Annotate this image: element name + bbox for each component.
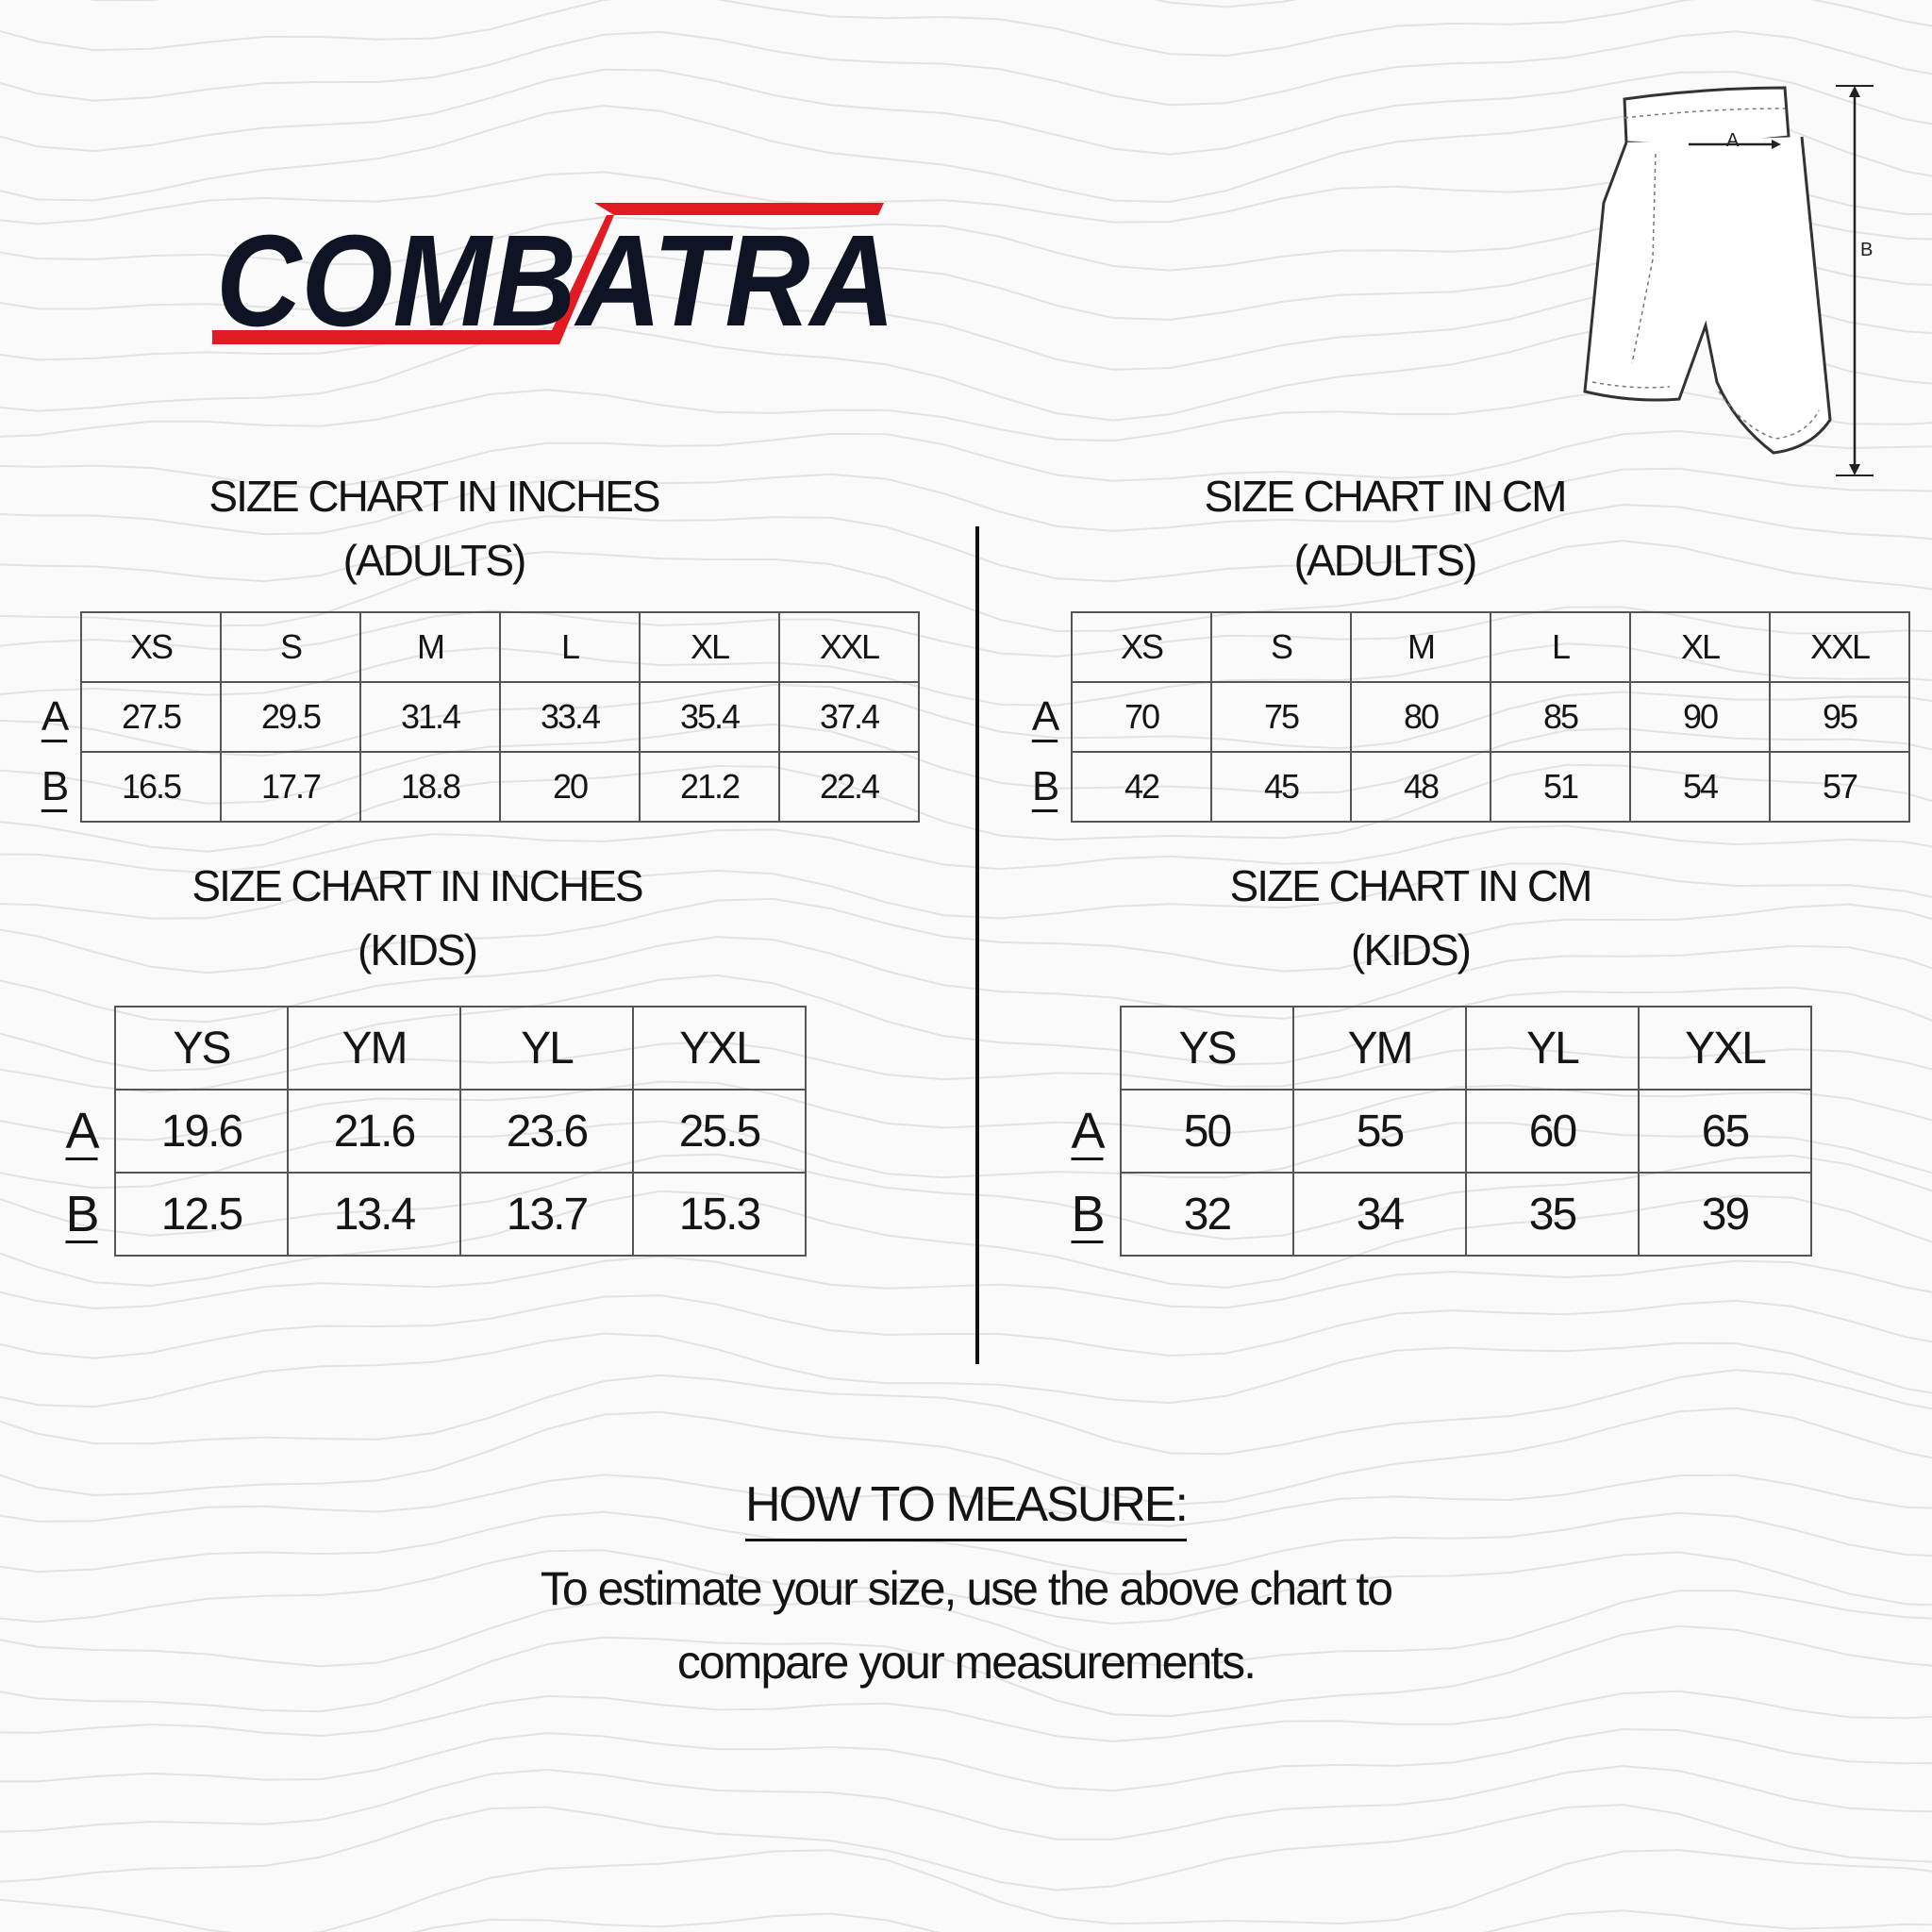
table-cell: 12.5 <box>115 1173 288 1256</box>
table-cell: 17.7 <box>221 752 360 822</box>
table-cell: 13.4 <box>288 1173 460 1256</box>
cm-adults-title: SIZE CHART IN CM <box>1204 472 1566 521</box>
inch-kids-table <box>49 1006 807 1257</box>
wave-line <box>0 0 1932 56</box>
size-header: YS <box>1121 1007 1293 1090</box>
size-header: YL <box>460 1007 633 1090</box>
wave-line <box>0 1295 1932 1358</box>
table-cell: 60 <box>1466 1090 1639 1173</box>
table-row <box>28 752 919 822</box>
wave-line <box>0 1910 1932 1932</box>
table-corner <box>28 612 81 682</box>
size-header: XL <box>1630 612 1770 682</box>
row-label-a: A <box>65 1103 98 1159</box>
size-header: S <box>221 612 360 682</box>
table-cell: 57 <box>1770 752 1909 822</box>
table-cell: 16.5 <box>81 752 221 822</box>
table-row <box>49 1090 806 1173</box>
size-header: XS <box>1072 612 1211 682</box>
cm-adults-subtitle: (ADULTS) <box>1293 536 1476 585</box>
table-cell: 37.4 <box>779 682 919 752</box>
row-label-b: B <box>1031 763 1058 809</box>
wave-line <box>0 1805 1932 1890</box>
size-header: XL <box>640 612 779 682</box>
size-header: YM <box>1293 1007 1466 1090</box>
table-cell: 51 <box>1491 752 1630 822</box>
table-cell: 95 <box>1770 682 1909 752</box>
table-cell: 45 <box>1211 752 1351 822</box>
size-header: YXL <box>633 1007 806 1090</box>
size-header: S <box>1211 612 1351 682</box>
cm-kids-subtitle: (KIDS) <box>1351 925 1470 974</box>
table-corner <box>49 1007 115 1090</box>
measure-line-1: To estimate your size, use the above chart to <box>540 1562 1392 1615</box>
wave-line <box>0 0 1932 7</box>
size-header: L <box>1491 612 1630 682</box>
table-cell: 42 <box>1072 752 1211 822</box>
inch-kids-subtitle: (KIDS) <box>358 925 476 974</box>
row-label-b: B <box>1071 1186 1104 1242</box>
inch-adults-heading <box>151 464 717 592</box>
row-label-a: A <box>41 693 68 740</box>
size-header: YS <box>115 1007 288 1090</box>
table-cell: 32 <box>1121 1173 1293 1256</box>
table-cell: 35.4 <box>640 682 779 752</box>
shorts-label-a: A <box>1726 130 1740 151</box>
size-header: L <box>500 612 640 682</box>
size-header: M <box>1351 612 1491 682</box>
row-label-b: B <box>41 763 68 809</box>
table-cell: 54 <box>1630 752 1770 822</box>
table-cell: 21.2 <box>640 752 779 822</box>
how-to-measure-heading <box>0 1476 1932 1541</box>
table-cell: 48 <box>1351 752 1491 822</box>
table-cell: 18.8 <box>360 752 500 822</box>
table-cell: 21.6 <box>288 1090 460 1173</box>
table-cell: 50 <box>1121 1090 1293 1173</box>
cm-adults-heading <box>1102 464 1668 592</box>
table-cell: 25.5 <box>633 1090 806 1173</box>
inch-adults-title: SIZE CHART IN INCHES <box>208 472 659 521</box>
table-cell: 31.4 <box>360 682 500 752</box>
how-to-measure-text <box>0 1552 1932 1699</box>
table-cell: 29.5 <box>221 682 360 752</box>
table-row <box>1055 1173 1811 1256</box>
inch-adults-subtitle: (ADULTS) <box>342 536 525 585</box>
cm-kids-title: SIZE CHART IN CM <box>1229 861 1591 910</box>
table-cell: 70 <box>1072 682 1211 752</box>
table-cell: 20 <box>500 752 640 822</box>
table-row <box>1019 682 1909 752</box>
table-cell: 55 <box>1293 1090 1466 1173</box>
table-cell: 75 <box>1211 682 1351 752</box>
wave-line <box>0 1257 1932 1308</box>
inch-kids-heading <box>134 854 700 982</box>
size-header: XS <box>81 612 221 682</box>
wave-line <box>0 1370 1932 1454</box>
table-cell: 85 <box>1491 682 1630 752</box>
table-cell: 39 <box>1639 1173 1811 1256</box>
wave-line <box>0 1766 1932 1840</box>
table-cell: 13.7 <box>460 1173 633 1256</box>
table-cell: 27.5 <box>81 682 221 752</box>
table-row <box>1019 752 1909 822</box>
logo-wordmark: COMBATRA <box>216 208 895 354</box>
table-cell: 22.4 <box>779 752 919 822</box>
section-divider <box>975 526 979 1364</box>
measure-line-2: compare your measurements. <box>676 1636 1256 1689</box>
table-cell: 23.6 <box>460 1090 633 1173</box>
table-cell: 65 <box>1639 1090 1811 1173</box>
shorts-label-b: B <box>1860 240 1874 260</box>
table-cell: 33.4 <box>500 682 640 752</box>
table-corner <box>1019 612 1072 682</box>
table-cell: 15.3 <box>633 1173 806 1256</box>
table-row <box>49 1173 806 1256</box>
size-header: YM <box>288 1007 460 1090</box>
how-to-measure-title: HOW TO MEASURE: <box>745 1476 1187 1541</box>
size-header: YL <box>1466 1007 1639 1090</box>
table-corner <box>1055 1007 1121 1090</box>
shorts-icon <box>1575 80 1887 486</box>
table-cell: 90 <box>1630 682 1770 752</box>
inch-kids-title: SIZE CHART IN INCHES <box>192 861 642 910</box>
inch-adults-table <box>28 611 920 823</box>
table-cell: 34 <box>1293 1173 1466 1256</box>
wave-line <box>0 1729 1932 1790</box>
size-header: YXL <box>1639 1007 1811 1090</box>
row-label-b: B <box>65 1186 98 1242</box>
table-row <box>1055 1090 1811 1173</box>
table-row <box>28 682 919 752</box>
cm-adults-table <box>1019 611 1910 823</box>
size-header: M <box>360 612 500 682</box>
wave-line <box>0 1334 1932 1407</box>
size-header: XXL <box>779 612 919 682</box>
table-cell: 19.6 <box>115 1090 288 1173</box>
combatra-logo <box>212 198 910 363</box>
cm-kids-heading <box>1127 854 1693 982</box>
size-header: XXL <box>1770 612 1909 682</box>
row-label-a: A <box>1071 1103 1104 1159</box>
row-label-a: A <box>1031 693 1058 740</box>
cm-kids-table <box>1055 1006 1812 1257</box>
table-cell: 35 <box>1466 1173 1639 1256</box>
table-cell: 80 <box>1351 682 1491 752</box>
